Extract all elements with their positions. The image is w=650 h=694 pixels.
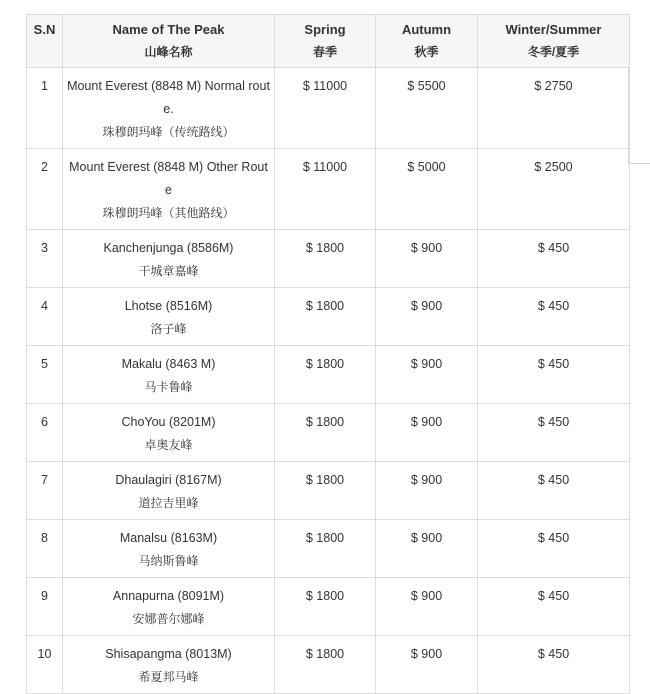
peak-name-en: Mount Everest (8848 M) Other Route: [69, 160, 268, 197]
cell-winter-summer-price: $ 450: [478, 520, 630, 578]
cell-sn: 4: [27, 288, 63, 346]
header-autumn: [376, 15, 478, 68]
cell-spring-price: $ 1800: [275, 404, 376, 462]
cell-autumn-price: $ 5000: [376, 149, 478, 230]
header-spring: [275, 15, 376, 68]
peak-name-en: ChoYou (8201M): [121, 415, 216, 429]
table-row: [27, 578, 630, 636]
cell-sn: 8: [27, 520, 63, 578]
header-winter-cn: 冬季/夏季: [527, 45, 580, 59]
peak-name-en: Shisapangma (8013M): [105, 647, 232, 661]
peak-name-en: Kanchenjunga (8586M): [103, 241, 234, 255]
cell-spring-price: $ 11000: [275, 68, 376, 149]
cell-sn: 6: [27, 404, 63, 462]
table-row: [27, 520, 630, 578]
table-row: [27, 149, 630, 230]
peak-name-cn: 卓奥友峰: [144, 438, 193, 452]
peak-name-cn: 珠穆朗玛峰（传统路线）: [102, 125, 235, 139]
peak-name-cn: 希夏邦马峰: [138, 670, 199, 684]
cell-peak-name: [63, 346, 275, 404]
peak-price-table: [26, 14, 630, 694]
cell-winter-summer-price: $ 2500: [478, 149, 630, 230]
table-row: [27, 230, 630, 288]
table-row: [27, 288, 630, 346]
header-name: [63, 15, 275, 68]
peak-name-cn: 马卡鲁峰: [144, 380, 193, 394]
cell-winter-summer-price: $ 450: [478, 288, 630, 346]
table-row: [27, 636, 630, 694]
cell-autumn-price: $ 900: [376, 520, 478, 578]
table-row: [27, 462, 630, 520]
header-name-en: Name of The Peak: [112, 22, 225, 37]
cell-autumn-price: $ 900: [376, 404, 478, 462]
cell-sn: 7: [27, 462, 63, 520]
header-winter-summer: [478, 15, 630, 68]
table-row: [27, 346, 630, 404]
cell-sn: 9: [27, 578, 63, 636]
cell-winter-summer-price: $ 450: [478, 578, 630, 636]
table-row: [27, 404, 630, 462]
cell-autumn-price: $ 900: [376, 462, 478, 520]
cell-winter-summer-price: $ 450: [478, 636, 630, 694]
cell-spring-price: $ 1800: [275, 288, 376, 346]
cell-winter-summer-price: $ 450: [478, 230, 630, 288]
cell-peak-name: [63, 230, 275, 288]
cell-winter-summer-price: $ 450: [478, 346, 630, 404]
peak-name-cn: 安娜普尔娜峰: [132, 612, 205, 626]
cell-autumn-price: $ 900: [376, 230, 478, 288]
table-header-row: [27, 15, 630, 68]
cell-sn: 3: [27, 230, 63, 288]
cell-spring-price: $ 1800: [275, 230, 376, 288]
cell-spring-price: $ 1800: [275, 578, 376, 636]
cell-peak-name: [63, 636, 275, 694]
peak-name-en: Makalu (8463 M): [121, 357, 216, 371]
cell-peak-name: [63, 68, 275, 149]
cell-winter-summer-price: $ 450: [478, 404, 630, 462]
peak-name-cn: 马纳斯鲁峰: [138, 554, 199, 568]
cell-spring-price: $ 11000: [275, 149, 376, 230]
cell-spring-price: $ 1800: [275, 636, 376, 694]
header-spring-en: Spring: [304, 22, 346, 37]
header-spring-cn: 春季: [312, 45, 337, 59]
cell-autumn-price: $ 900: [376, 346, 478, 404]
cell-winter-summer-price: $ 2750: [478, 68, 630, 149]
cell-sn: 5: [27, 346, 63, 404]
cell-spring-price: $ 1800: [275, 462, 376, 520]
cell-sn: 10: [27, 636, 63, 694]
cell-winter-summer-price: $ 450: [478, 462, 630, 520]
peak-name-en: Annapurna (8091M): [112, 589, 225, 603]
cell-peak-name: [63, 520, 275, 578]
cell-sn: 1: [27, 68, 63, 149]
cell-spring-price: $ 1800: [275, 346, 376, 404]
cell-peak-name: [63, 404, 275, 462]
cell-spring-price: $ 1800: [275, 520, 376, 578]
cell-autumn-price: $ 5500: [376, 68, 478, 149]
peak-name-cn: 道拉吉里峰: [138, 496, 199, 510]
header-name-cn: 山峰名称: [144, 45, 193, 59]
header-sn: S.N: [27, 15, 63, 68]
cell-sn: 2: [27, 149, 63, 230]
peak-name-cn: 干城章嘉峰: [138, 264, 199, 278]
cell-peak-name: [63, 578, 275, 636]
cell-peak-name: [63, 149, 275, 230]
cell-peak-name: [63, 462, 275, 520]
header-autumn-cn: 秋季: [414, 45, 439, 59]
cell-peak-name: [63, 288, 275, 346]
peak-name-en: Lhotse (8516M): [124, 299, 213, 313]
peak-name-en: Manalsu (8163M): [119, 531, 218, 545]
table-row: [27, 68, 630, 149]
header-winter-en: Winter/Summer: [505, 22, 602, 37]
cell-autumn-price: $ 900: [376, 636, 478, 694]
cell-autumn-price: $ 900: [376, 578, 478, 636]
right-frame-border: [628, 14, 650, 164]
peak-name-en: Dhaulagiri (8167M): [115, 473, 222, 487]
header-autumn-en: Autumn: [401, 22, 452, 37]
cell-autumn-price: $ 900: [376, 288, 478, 346]
peak-name-cn: 洛子峰: [150, 322, 187, 336]
peak-name-en: Mount Everest (8848 M) Normal route.: [67, 79, 270, 116]
peak-name-cn: 珠穆朗玛峰（其他路线）: [102, 206, 235, 220]
